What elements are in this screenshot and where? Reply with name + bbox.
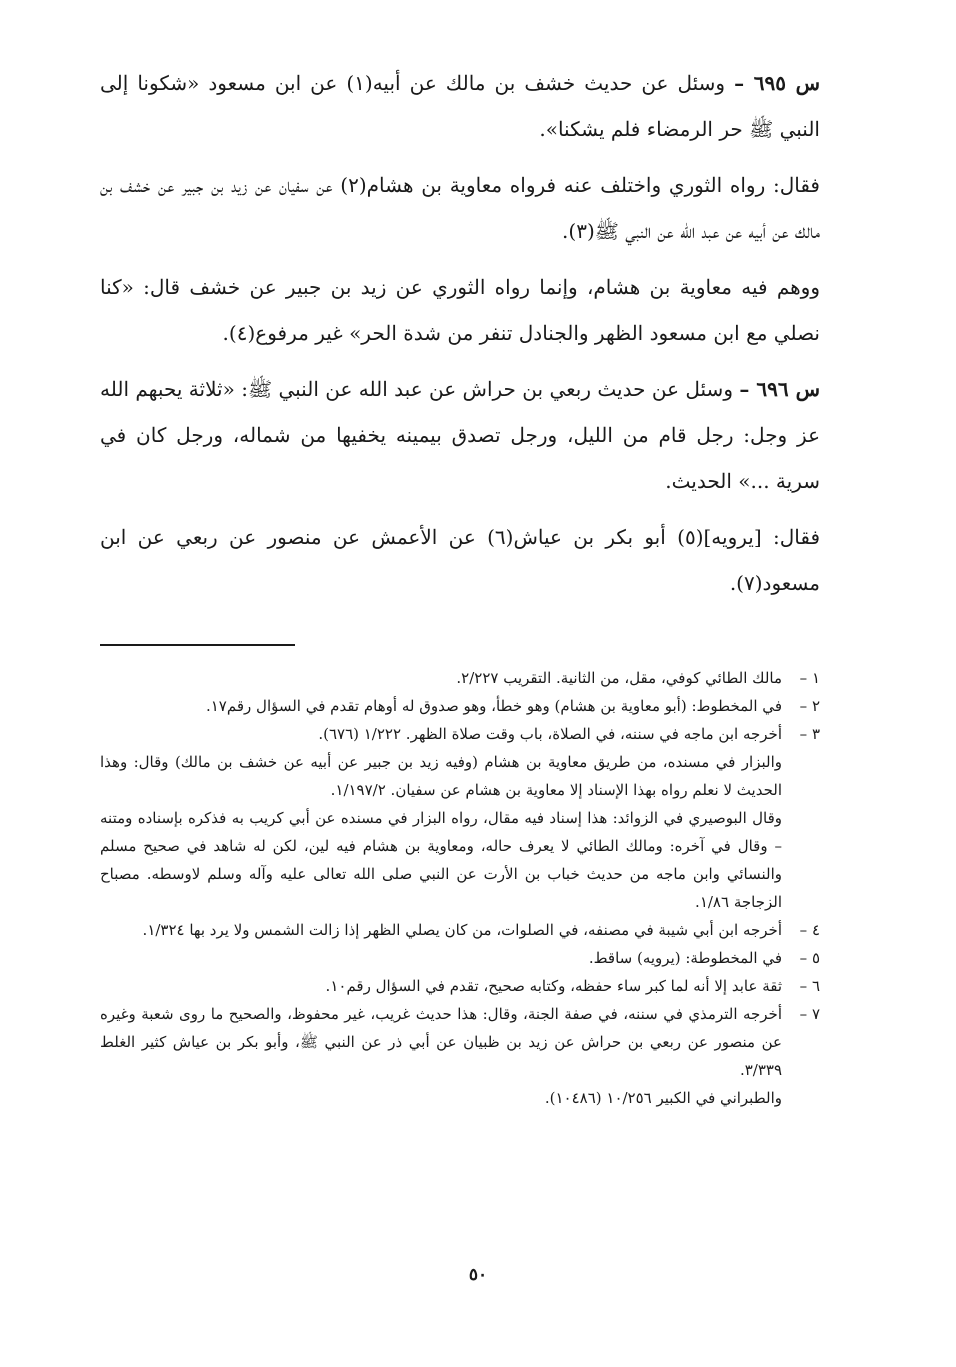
footnote-text: وقال البوصيري في الزوائد: هذا إسناد فيه مقال، رواه البزار في مسنده عن أبي كريب به فذكره بإسناده ومتنه – وقال في آخره: ومالك الطائي لا يعرف حاله، ومعاوية بن هشام فيه لين، لكن له شاهد في صحيح مسلم والنسائي وابن ماجه من حديث خباب بن الأرت عن النبي صلى الله تعالى عليه وآله وسلم لاوسطه. مصباح الزجاجة ١/٨٦.: [100, 809, 782, 911]
footnote: [100, 664, 820, 692]
footnote-text: مالك الطائي كوفي، مقل، من الثانية. التقريب ٢/٢٢٧.: [456, 669, 782, 687]
footnote-number: ٤ –: [799, 921, 820, 939]
paragraph-text: فقال: [يرويه](٥) أبو بكر بن عياش(٦) عن الأعمش عن منصور عن ربعي عن ابن مسعود(٧).: [100, 525, 821, 595]
paragraph: [100, 366, 820, 504]
footnote: [100, 692, 820, 720]
paragraph: [100, 162, 820, 254]
footnote-text: في المخطوط: (أبو معاوية بن هشام) وهو خطأ، وهو صدوق له أوهام تقدم في السؤال رقم١٧.: [205, 697, 782, 715]
paragraph-text: وسئل عن حديث خشف بن مالك عن أبيه(١) عن ابن مسعود «شكونا إلى النبي ﷺ حر الرمضاء فلم يشكنا».: [100, 71, 820, 141]
page-number: ٥٠: [468, 1265, 488, 1285]
footnote-text: في المخطوطة: (يرويه) ساقط.: [588, 949, 782, 967]
footnote-number: ١ –: [799, 669, 820, 687]
footnote: [100, 1000, 820, 1112]
paragraph: [100, 264, 820, 356]
footnote-text: ثقة عابد إلا أنه لما كبر ساء حفظه، وكتابه صحيح، تقدم في السؤال رقم١٠.: [325, 977, 782, 995]
footnote-number: ٣ –: [799, 725, 820, 743]
page-content: [100, 60, 820, 1112]
paragraph: [100, 60, 820, 152]
footnote-number: ٧ –: [799, 1005, 820, 1023]
question-number: س ٦٩٥ –: [734, 71, 820, 95]
footnote-separator: [100, 644, 295, 646]
footnote-text: أخرجه الترمذي في سننه، في صفة الجنة، وقال: هذا حديث غريب، غير محفوظ، والصحيح ما روى شعبة وغيره عن منصور عن ربعي بن حراش عن زيد بن ظبيان عن أبي ذر عن النبي ﷺ، وأبو بكر بن عياش كثير الغلط ٣/٣٣٩.: [100, 1005, 782, 1079]
footnote-text: والبزار في مسنده، من طريق معاوية بن هشام (وفيه زيد بن جبير عن أبيه عن خشف بن مالك) وقال: وهذا الحديث لا نعلم رواه بهذا الإسناد إلا معاوية بن هشام عن سفيان. ١/١٩٧/٢.: [100, 753, 782, 799]
footnote: [100, 944, 820, 972]
footnote-text: أخرجه ابن ماجه في سننه، في الصلاة، باب وقت صلاة الظهر. ١/٢٢٢ (٦٧٦).: [318, 725, 782, 743]
paragraph: [100, 514, 820, 606]
footnote-number: ٢ –: [799, 697, 820, 715]
paragraph-text: فقال: رواه الثوري واختلف عنه فرواه معاوية بن هشام(٢) عن سفيان عن زيد بن جبير عن خشف بن مالك عن أبيه عن عبد الله عن النبي ﷺ(٣).: [100, 173, 820, 243]
footnotes: [100, 664, 820, 1112]
main-text: [100, 60, 820, 606]
footnote: [100, 972, 820, 1000]
footnote-text: والطبراني في الكبير ١٠/٢٥٦ (١٠٤٨٦).: [544, 1089, 782, 1107]
footnote-number: ٥ –: [799, 949, 820, 967]
footnote-number: ٦ –: [799, 977, 820, 995]
footnote: [100, 720, 820, 916]
paragraph-text: ووهم فيه معاوية بن هشام، وإنما رواه الثوري عن زيد بن جبير عن خشف قال: «كنا نصلي مع ابن مسعود الظهر والجنادل تنفر من شدة الحر» غير مرفوع(٤).: [100, 275, 820, 345]
paragraph-text: وسئل عن حديث ربعي بن حراش عن عبد الله عن النبي ﷺ: «ثلاثة يحبهم الله عز وجل: رجل قام من الليل، ورجل تصدق بيمينه يخفيها من شماله، ورجل كان في سرية ...» الحديث.: [100, 377, 821, 493]
footnote: [100, 916, 820, 944]
question-number: س ٦٩٦ –: [739, 377, 820, 401]
footnote-text: أخرجه ابن أبي شيبة في مصنفه، في الصلوات، من كان يصلي الظهر إذا زالت الشمس ولا يرد بها ١/٣٢٤.: [142, 921, 782, 939]
